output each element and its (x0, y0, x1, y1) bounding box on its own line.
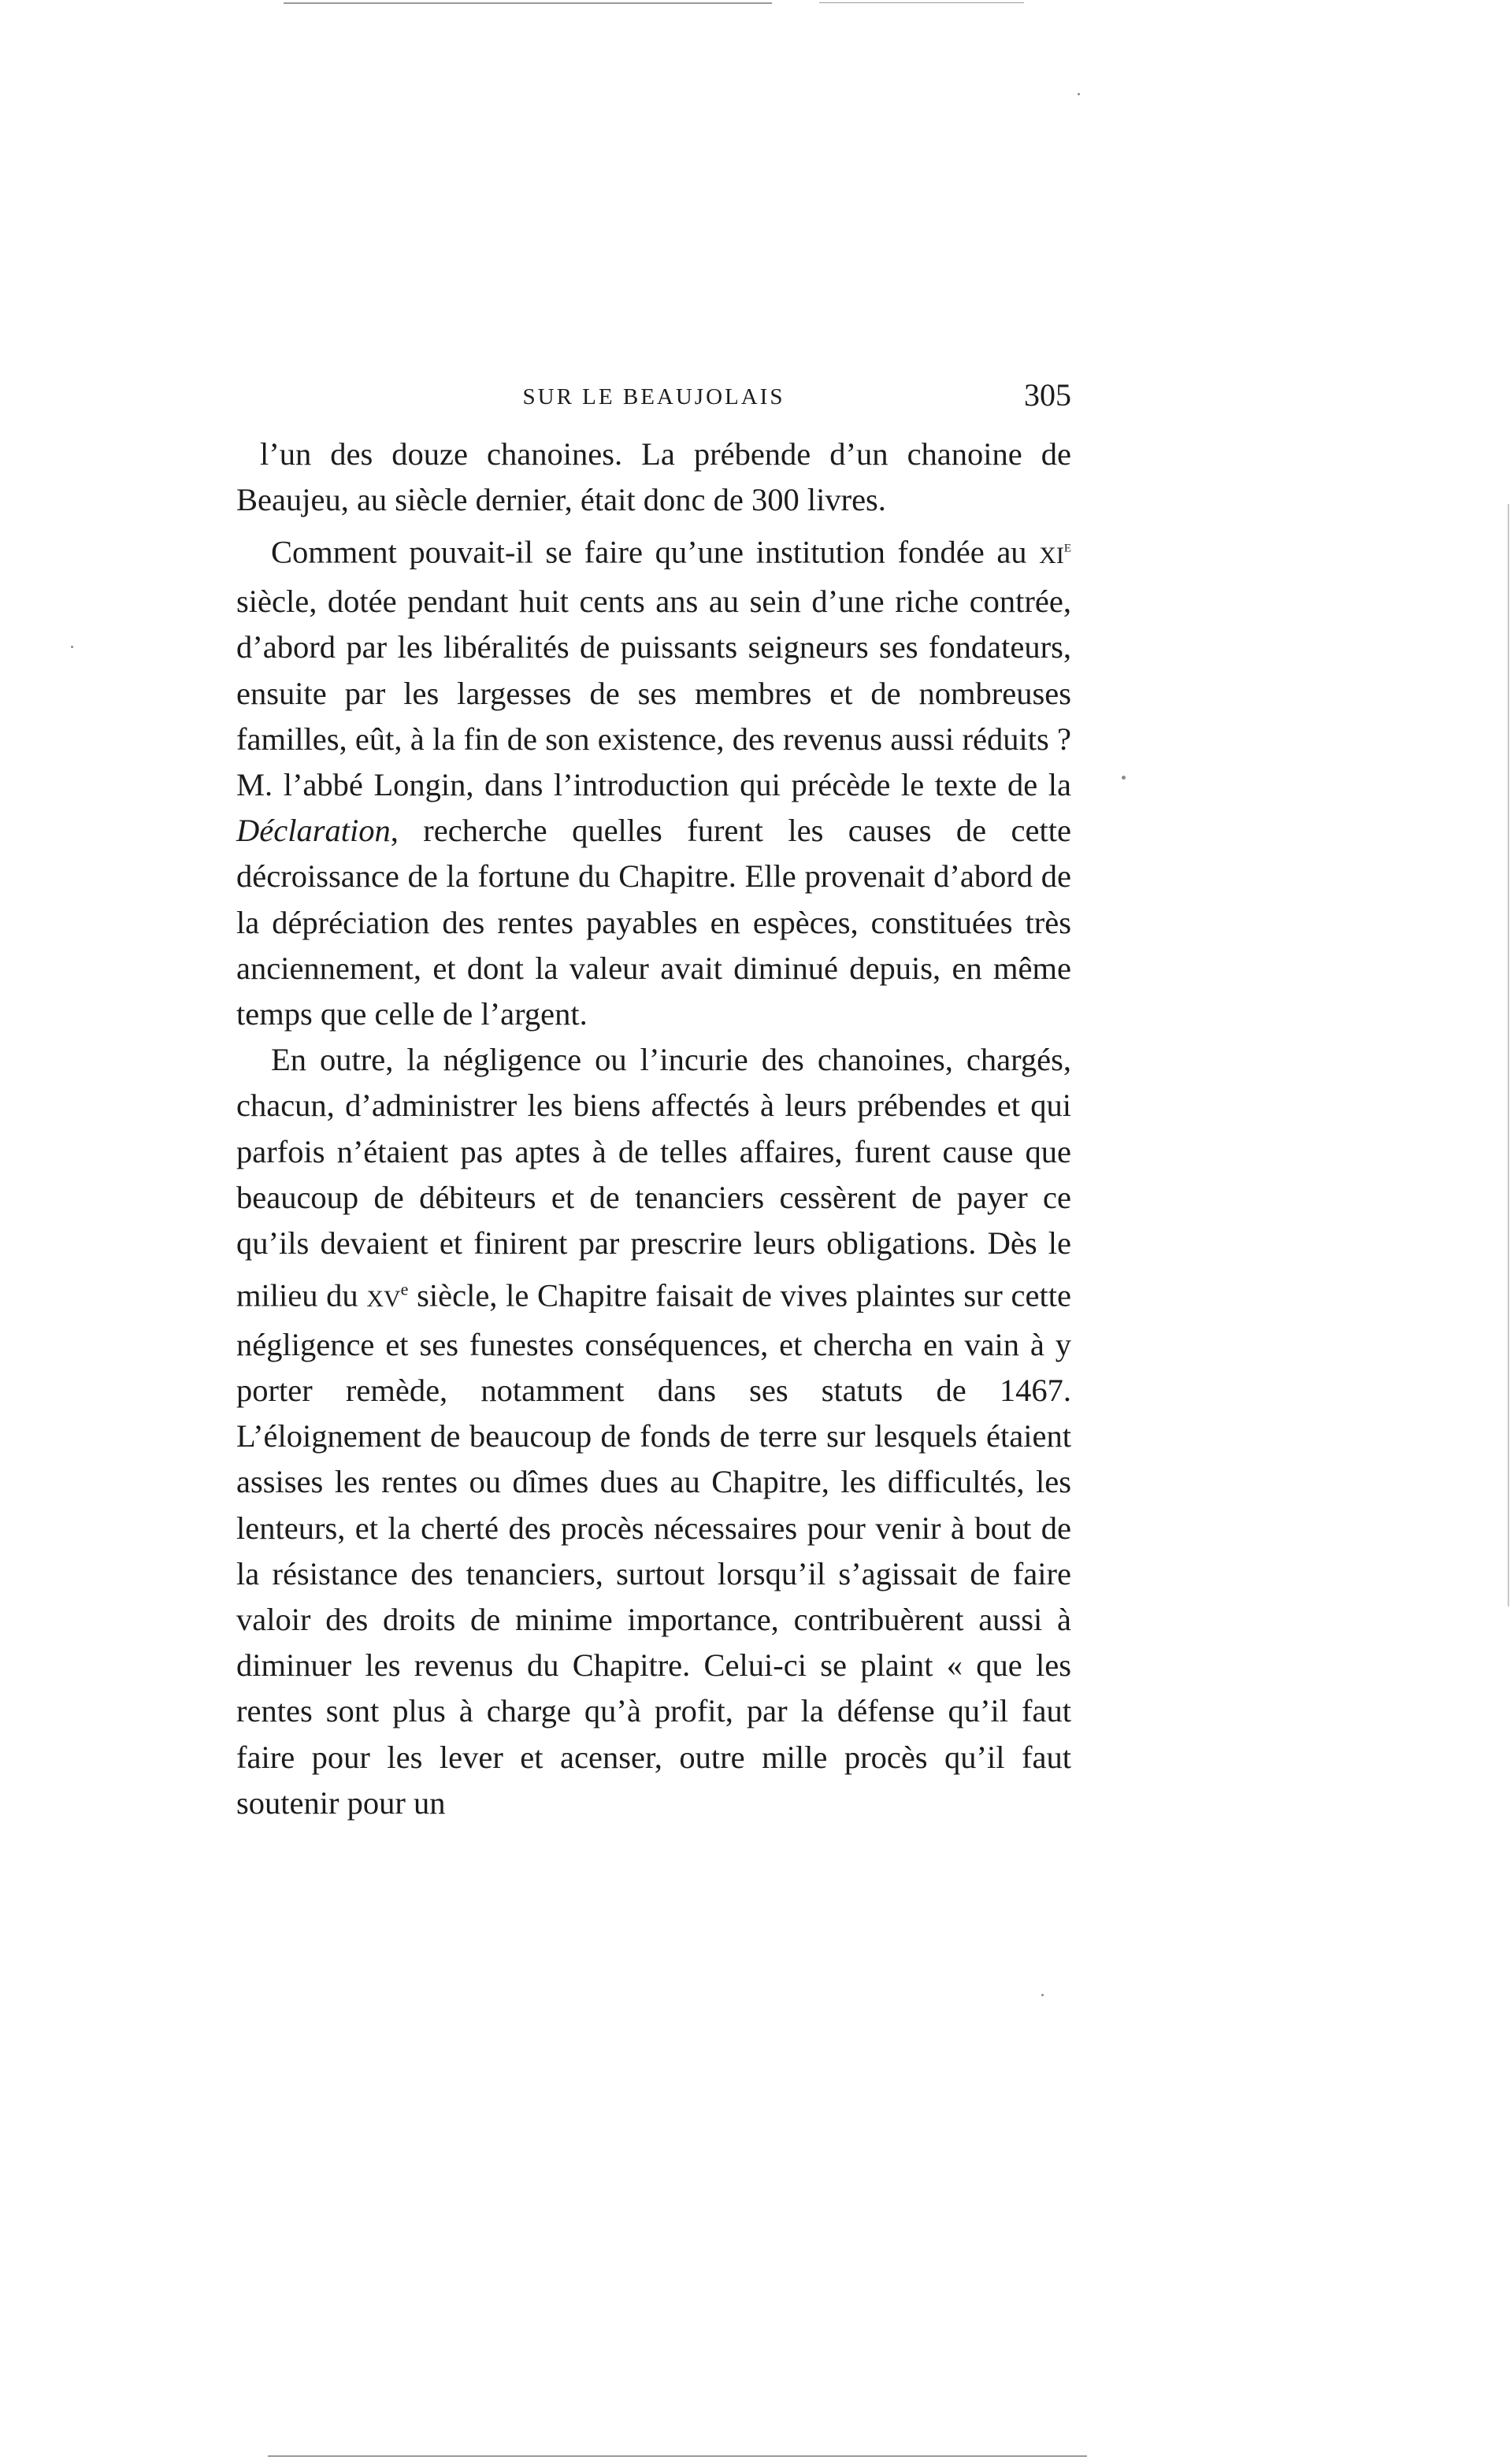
bottom-scan-line (268, 2455, 1087, 2457)
running-title: SUR LE BEAUJOLAIS (522, 384, 785, 409)
paragraph-text: , recherche quelles furent les causes de cette décroissance de la fortune du Chapitre. Elle provenait d’abord de la dépréciation des rentes payables en espèces, constituées très anciennement, et dont la valeur avait diminué depuis, en même temps que celle de l’argent. (236, 813, 1071, 1032)
italic-title: Déclaration (236, 813, 391, 849)
top-scan-line-short (819, 2, 1024, 3)
paragraph-negligence (236, 1037, 1071, 1826)
dust-speck (1122, 776, 1126, 780)
paragraph-continuation (236, 432, 1071, 523)
paragraph-text: siècle, le Chapitre faisait de vives plaintes sur cette négligence et ses funestes conséquences, et chercha en vain à y porter remède, notamment dans ses statuts de 1467. L’éloignement de beaucoup de fonds de terre sur lesquels étaient assises les rentes ou dîmes dues au Chapitre, les difficultés, les lenteurs, et la cherté des procès nécessaires pour venir à bout de la résistance des tenanciers, surtout lorsqu’il s’agissait de faire valoir des droits de minime importance, contribuèrent aussi à diminuer les revenus du Chapitre. Celui-ci se plaint « que les rentes sont plus à charge qu’à profit, par la défense qu’il faut faire pour les lever et acenser, outre mille procès qu’il faut soutenir pour un (236, 1277, 1071, 1821)
dust-speck (71, 646, 73, 648)
book-page (236, 370, 1071, 1826)
paragraph-causes (236, 523, 1071, 1037)
paragraph-text: l’un des douze chanoines. La prébende d’un chanoine de Beaujeu, au siècle dernier, était donc de 300 livres. (236, 436, 1071, 518)
paragraph-text: siècle, dotée pendant huit cents ans au sein d’une riche contrée, d’abord par les libéralités de puissants seigneurs ses fondateurs, ensuite par les largesses de ses membres et de nombreuses familles, eût, à la fin de son existence, des revenus aussi réduits ? M. l’abbé Longin, dans l’introduction qui précède le texte de la (236, 584, 1071, 802)
paragraph-text: En outre, la négligence ou l’incurie des chanoines, chargés, chacun, d’administrer les biens affectés à leurs prébendes et qui parfois n’étaient pas aptes à de telles affaires, furent cause que beaucoup de débiteurs et de tenanciers cessèrent de payer ce qu’ils devaient et finirent par prescrire leurs obligations. Dès le milieu du (236, 1042, 1071, 1314)
running-head (236, 370, 1071, 425)
dust-speck (1041, 1994, 1044, 1996)
century-numeral: XVe (366, 1279, 409, 1312)
page-number: 305 (1024, 377, 1071, 413)
right-edge-shadow (1508, 504, 1509, 1606)
top-scan-line (284, 2, 772, 4)
paragraph-text: Comment pouvait-il se faire qu’une institution fondée au (271, 534, 1040, 570)
dust-speck (1078, 93, 1080, 95)
century-numeral: XIe (1039, 535, 1071, 569)
